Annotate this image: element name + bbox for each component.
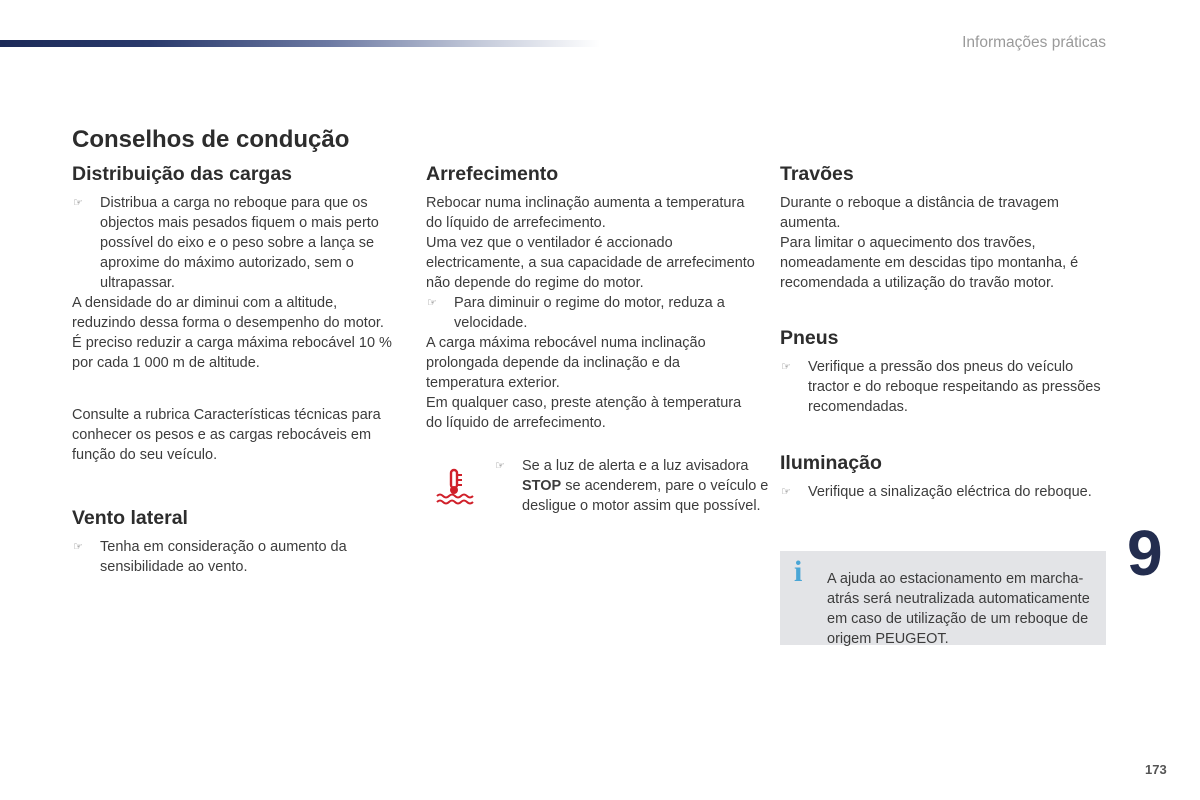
bullet-tyre-pressure: ☞ Verifique a pressão dos pneus do veículo tractor e do reboque respeitando as pressões recomendadas. [780,357,1105,417]
bullet-load-distribution: ☞ Distribua a carga no reboque para que os objectos mais pesados fiquem o mais perto possível do eixo e o peso sobre a lança se aproxime do máximo autorizado, sem o ultrapassar. [72,193,392,293]
heading-crosswind: Vento lateral [72,507,188,529]
header-gradient-bar [0,40,600,47]
section-header: Informações práticas [962,34,1106,51]
heading-brakes: Travões [780,163,854,185]
paragraph-brake-heating: Para limitar o aquecimento dos travões, nomeadamente em descidas tipo montanha, é recomendada a utilização do travão motor. [780,235,1079,291]
paragraph-braking-distance: Durante o reboque a distância de travagem aumenta. [780,195,1059,231]
bullet-lighting: ☞ Verifique a sinalização eléctrica do reboque. [780,482,1105,502]
coolant-temperature-warning-icon [434,466,474,506]
page-title: Conselhos de condução [72,126,350,153]
column-brakes [780,162,1105,502]
column-cooling [426,162,756,433]
paragraph-incline-temperature: Rebocar numa inclinação aumenta a temperatura do líquido de arrefecimento. [426,195,745,231]
info-icon: i [794,555,803,588]
column-load-distribution [72,162,392,577]
chapter-number: 9 [1127,517,1163,589]
bullet-reduce-speed: ☞ Para diminuir o regime do motor, reduza a velocidade. [426,293,756,333]
heading-load-distribution: Distribuição das cargas [72,163,293,185]
info-text: A ajuda ao estacionamento em marcha-atrás será neutralizada automaticamente em caso de utilização de um reboque de origem PEUGEOT. [827,570,1090,647]
heading-lighting: Iluminação [780,452,882,474]
heading-tyres: Pneus [780,327,839,349]
warning-text: ☞ Se a luz de alerta e a luz avisadora STOP se acenderem, pare o veículo e desligue o motor assim que possível. [494,456,784,516]
paragraph-technical-specs: Consulte a rubrica Características técnicas para conhecer os pesos e as cargas rebocáveis em função do seu veículo. [72,407,381,463]
heading-cooling: Arrefecimento [426,163,559,185]
bullet-crosswind: ☞ Tenha em consideração o aumento da sensibilidade ao vento. [72,537,392,577]
stop-label: STOP [522,478,562,494]
coolant-warning-box [426,456,769,546]
page-number: 173 [1145,762,1167,777]
paragraph-electric-fan: Uma vez que o ventilador é accionado electricamente, a sua capacidade de arrefecimento não depende do regime do motor. [426,235,755,291]
paragraph-max-load-incline: A carga máxima rebocável numa inclinação prolongada depende da inclinação e da temperatura exterior. [426,335,706,391]
info-box-parking-aid [780,551,1106,645]
paragraph-air-density: A densidade do ar diminui com a altitude, reduzindo dessa forma o desempenho do motor. É preciso reduzir a carga máxima rebocável 10 % por cada 1 000 m de altitude. [72,295,392,371]
paragraph-watch-coolant: Em qualquer caso, preste atenção à temperatura do líquido de arrefecimento. [426,395,742,431]
